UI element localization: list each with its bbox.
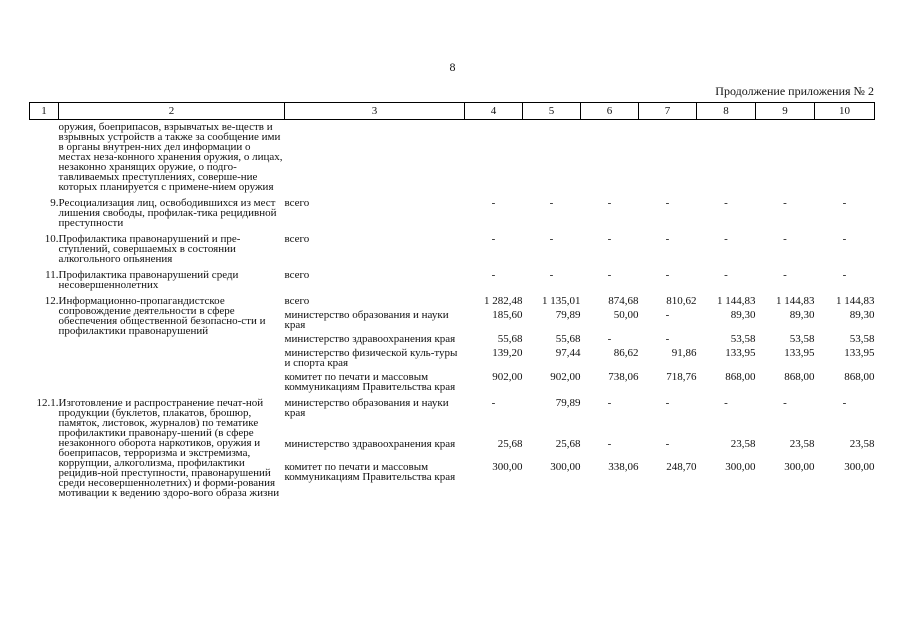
row-number: 12. [44,295,59,307]
row-value: - [783,197,787,209]
row-value: 1 135,01 [542,295,581,307]
row-value: 53,58 [730,333,756,345]
row-number: 9. [50,197,59,209]
row-value: 23,58 [730,438,756,451]
row-value: - [842,397,847,409]
row-value: - [665,333,670,345]
row-value: - [724,269,728,281]
row-value: - [783,397,787,409]
row-value: 300,00 [550,461,581,474]
row-value: 902,00 [492,371,523,383]
appendix-table [29,102,875,498]
row-value: - [842,233,847,245]
row-value: 89,30 [849,309,875,321]
row-value: - [607,438,612,451]
row-value: 133,95 [844,347,875,359]
col-header-3: 3 [285,103,465,120]
row-value: 1 144,83 [776,295,815,307]
row-value [697,120,756,193]
row-executor [285,120,465,193]
row-value: - [842,197,847,209]
row-value: 1 144,83 [836,295,875,307]
table-row [30,392,875,435]
row-value: 53,58 [789,333,815,345]
row-value: 23,58 [789,438,815,451]
row-value [639,120,697,193]
row-executor: министерство здравоохранения края [284,438,456,451]
row-value: 23,58 [849,438,875,451]
row-value: - [549,197,554,209]
row-value [465,120,523,193]
row-value: - [607,269,612,281]
row-name: Профилактика правонарушений среди несовершеннолетних [58,269,239,291]
row-value: - [491,233,496,245]
row-value [815,120,875,193]
col-header-8: 8 [697,103,756,120]
row-value: - [724,397,728,409]
row-value: 874,68 [608,295,639,307]
row-value: 86,62 [613,347,639,359]
row-value: - [491,269,496,281]
row-value: 25,68 [555,438,581,451]
row-value: 139,20 [492,347,523,359]
row-value: - [491,197,496,209]
col-header-5: 5 [523,103,581,120]
row-value: 55,68 [497,333,523,345]
table-row [30,228,875,264]
table-row [30,290,875,306]
row-executor: всего [284,269,310,281]
row-number: 12.1. [36,397,59,409]
row-name: оружия, боеприпасов, взрывчатых ве-ществ и взрывных устройств а также за сообщение ими в органы внутрен-них дел информации о местах неза-конного хранения оружия, о лицах, незаконно хранящих оружие, о подго-тавливаемых преступлениях, соверше-ние которых планируется с примене-нием оружия [58,121,283,193]
row-executor: министерство образования и науки края [284,397,449,419]
row-value [756,120,815,193]
row-value: 810,62 [666,295,697,307]
row-value: 338,06 [608,461,639,474]
row-number: 10. [44,233,59,245]
row-value: 25,68 [497,438,523,451]
row-value: 50,00 [613,309,639,321]
row-value: - [724,197,728,209]
row-value: 53,58 [849,333,875,345]
row-value: 300,00 [725,461,756,474]
row-value: 89,30 [730,309,756,321]
row-value: 300,00 [492,461,523,474]
col-header-7: 7 [639,103,697,120]
row-executor: министерство физической куль-туры и спорта края [284,347,458,369]
continuation-note: Продолжение приложения № 2 [715,84,874,98]
row-value: - [783,233,787,245]
row-value: 133,95 [725,347,756,359]
col-header-9: 9 [756,103,815,120]
row-value: 79,89 [555,309,581,321]
row-value: - [665,438,670,451]
row-executor: всего [284,233,310,245]
row-value: 718,76 [666,371,697,383]
col-header-2: 2 [59,103,285,120]
row-executor: комитет по печати и массовым коммуникациям Правительства края [284,461,456,484]
row-value: 738,06 [608,371,639,383]
row-number: 11. [45,269,59,281]
row-value: - [665,309,670,321]
row-value: 91,86 [671,347,697,359]
table-row [30,192,875,228]
row-name: Профилактика правонарушений и пре-ступлений, совершаемых в состоянии алкогольного опьянения [58,233,241,265]
row-value: 1 144,83 [717,295,756,307]
col-header-10: 10 [815,103,875,120]
row-value: 55,68 [555,333,581,345]
row-name: Ресоциализация лиц, освободившихся из мест лишения свободы, профилак-тика рецидивной преступности [58,197,277,229]
row-value: 1 282,48 [484,295,523,307]
row-value: - [549,269,554,281]
row-value: 902,00 [550,371,581,383]
row-value: - [607,233,612,245]
row-executor: министерство образования и науки края [284,309,449,331]
row-number [30,120,59,193]
row-value: - [724,233,728,245]
row-value: - [549,233,554,245]
row-value: 868,00 [725,371,756,383]
header-row [30,103,875,120]
row-executor: министерство здравоохранения края [284,333,456,345]
row-value: - [607,197,612,209]
row-value: 79,89 [555,397,581,409]
row-value: - [665,197,670,209]
row-value: - [665,397,670,409]
row-value: 300,00 [844,461,875,474]
page-number: 8 [449,60,456,74]
row-value: 868,00 [844,371,875,383]
row-value: - [491,397,496,409]
row-name: Информационно-пропагандистское сопровождение деятельности в сфере обеспечения общественной безопасно-сти и профилактики правонарушений [58,295,266,337]
row-value: 248,70 [666,461,697,474]
row-value: 868,00 [784,371,815,383]
row-name: Изготовление и распространение печат-ной продукции (буклетов, плакатов, брошюр, памяток, листовок, журналов) по тематике профилактики правонару-шений (в сфере незаконного оборота наркотиков, оружия и боеприпасов, терроризма и экстремизма, коррупции, алкоголизма, профилактики рецидив-ной преступности, правонарушений среди несовершеннолетних) и форми-рования мотивации к ведению здоро-вого образа жизни [58,397,280,499]
row-value: 185,60 [492,309,523,321]
table-row [30,120,875,193]
row-value: 97,44 [555,347,581,359]
row-value [523,120,581,193]
row-value: - [607,333,612,345]
col-header-1: 1 [30,103,59,120]
row-value: - [783,269,787,281]
row-executor: всего [284,197,310,209]
row-value: 300,00 [784,461,815,474]
row-value: 89,30 [789,309,815,321]
row-value: - [607,397,612,409]
row-value: - [842,269,847,281]
col-header-4: 4 [465,103,523,120]
col-header-6: 6 [581,103,639,120]
row-value: - [665,269,670,281]
row-executor: комитет по печати и массовым коммуникациям Правительства края [284,371,456,393]
row-value [581,120,639,193]
row-value: 133,95 [784,347,815,359]
table-row [30,264,875,290]
row-value: - [665,233,670,245]
row-executor: всего [284,295,310,307]
